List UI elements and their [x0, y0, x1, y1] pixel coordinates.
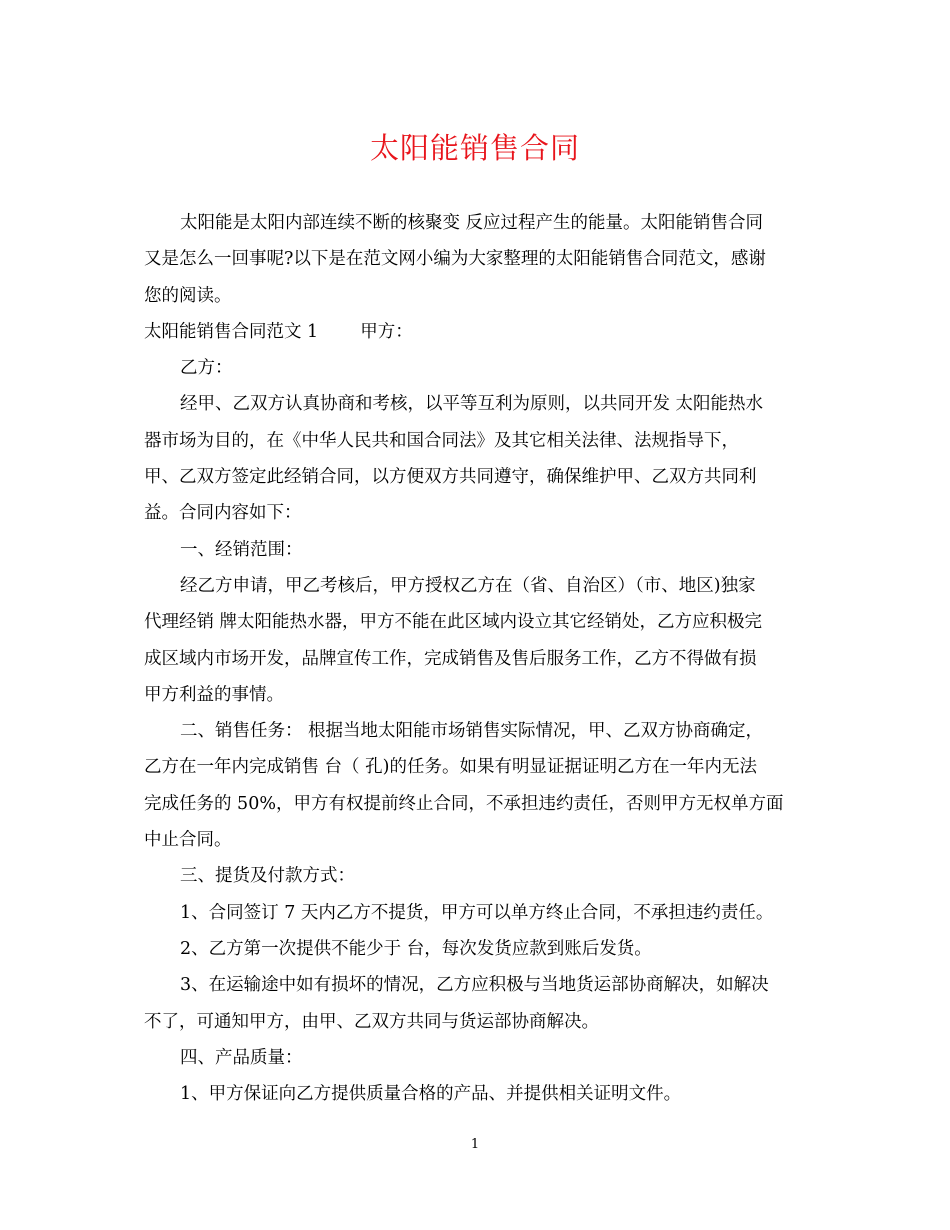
text-line: 乙方在一年内完成销售 台（ 孔)的任务。如果有明显证据证明乙方在一年内无法: [144, 757, 757, 778]
sample-heading-line: [144, 314, 808, 350]
section1-heading: 一、经销范围：: [180, 539, 303, 560]
text-line: 器市场为目的，在《中华人民共和国合同法》及其它相关法律、法规指导下，: [144, 430, 739, 451]
text-line: 甲、乙双方签定此经销合同，以方便双方共同遵守，确保维护甲、乙双方共同利: [144, 467, 757, 488]
text-line: 又是怎么一回事呢?以下是在范文网小编为大家整理的太阳能销售合同范文，感谢: [144, 249, 766, 270]
text-line: 甲方利益的事情。: [144, 684, 284, 705]
text-line: 不了，可通知甲方，由甲、乙双方共同与货运部协商解决。: [144, 1011, 599, 1032]
section4-item-1: 1、甲方保证向乙方提供质量合格的产品、并提供相关证明文件。: [180, 1084, 682, 1105]
text-line: 完成任务的 50%，甲方有权提前终止合同，不承担违约责任，否则甲方无权单方面: [144, 793, 784, 814]
party-b-paragraph: [144, 350, 808, 386]
section3-item-1: 1、合同签订 7 天内乙方不提货，甲方可以单方终止合同，不承担违约责任。: [180, 902, 774, 923]
sample-heading: 太阳能销售合同范文 1: [144, 321, 319, 342]
section3-item-2: 2、乙方第一次提供不能少于 台，每次发货应款到账后发货。: [180, 938, 652, 959]
party-b-label: 乙方：: [180, 358, 233, 379]
section3-heading: 三、提货及付款方式：: [180, 866, 355, 887]
section4-heading: 四、产品质量：: [180, 1047, 303, 1068]
text-line: 二、销售任务： 根据当地太阳能市场销售实际情况，甲、乙双方协商确定，: [180, 721, 764, 742]
page-number: 1: [470, 1137, 480, 1152]
text-line: 太阳能是太阳内部连续不断的核聚变 反应过程产生的能量。太阳能销售合同: [180, 213, 764, 233]
text-line: 中止合同。: [144, 830, 232, 851]
party-a-label: 甲方：: [360, 321, 413, 342]
preamble-paragraph: [144, 386, 808, 531]
text-line: 经甲、乙双方认真协商和考核，以平等互利为原则，以共同开发 太阳能热水: [180, 394, 764, 415]
text-line: 代理经销 牌太阳能热水器，甲方不能在此区域内设立其它经销处，乙方应积极完: [144, 612, 763, 633]
text-line: 益。合同内容如下：: [144, 503, 302, 524]
document-body: [144, 205, 808, 1112]
text-line: 3、在运输途中如有损坏的情况，乙方应积极与当地货运部协商解决，如解决: [180, 975, 769, 996]
section3-item-3: [144, 967, 808, 1040]
intro-paragraph: [144, 205, 808, 314]
section2-paragraph: [144, 713, 808, 858]
section1-paragraph: [144, 568, 808, 713]
document-title: 太阳能销售合同: [369, 131, 580, 165]
text-line: 经乙方申请，甲乙考核后，甲方授权乙方在（省、自治区）（市、地区)独家: [180, 575, 756, 596]
text-line: 成区域内市场开发，品牌宣传工作，完成销售及售后服务工作，乙方不得做有损: [144, 648, 757, 669]
text-line: 您的阅读。: [144, 285, 232, 306]
